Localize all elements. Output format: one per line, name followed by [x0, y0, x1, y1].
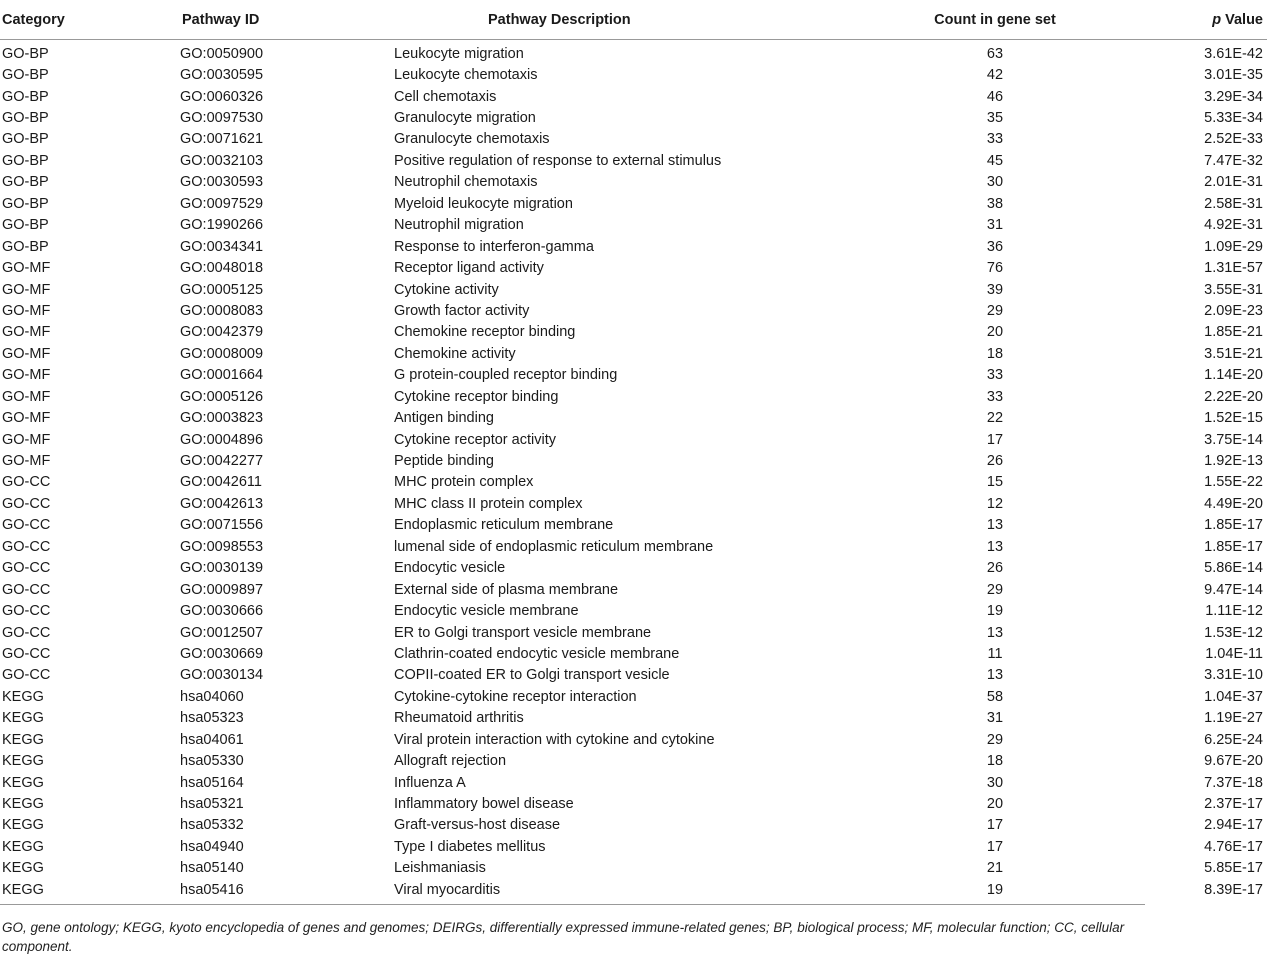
cell-pathway-id: GO:0042611 [180, 474, 262, 491]
cell-p-value: 2.22E-20 [1204, 388, 1263, 405]
cell-pathway-id: GO:0008083 [180, 302, 264, 319]
cell-pathway-id: GO:1990266 [180, 217, 264, 234]
cell-pathway-description: G protein-coupled receptor binding [394, 367, 618, 384]
cell-count: 30 [986, 774, 1004, 791]
cell-pathway-id: GO:0001664 [180, 367, 264, 384]
cell-count: 18 [986, 753, 1004, 770]
cell-p-value: 2.52E-33 [1204, 131, 1263, 148]
table-row [0, 450, 1267, 471]
cell-pathway-id: GO:0030666 [180, 603, 264, 620]
cell-pathway-description: Endoplasmic reticulum membrane [394, 517, 614, 534]
cell-pathway-description: Rheumatoid arthritis [394, 710, 524, 727]
table-row [0, 793, 1267, 814]
cell-category: GO-MF [2, 410, 51, 427]
table-row [0, 858, 1267, 879]
cell-p-value: 1.92E-13 [1204, 453, 1263, 470]
cell-p-value: 1.85E-17 [1204, 538, 1263, 555]
cell-p-value: 3.51E-21 [1204, 345, 1263, 362]
cell-pathway-description: COPII-coated ER to Golgi transport vesicle [394, 667, 670, 684]
cell-category: GO-CC [2, 495, 51, 512]
cell-p-value: 1.11E-12 [1205, 603, 1263, 620]
cell-p-value: 2.01E-31 [1204, 174, 1263, 191]
cell-pathway-id: hsa05323 [180, 710, 244, 727]
table-row [0, 729, 1267, 750]
cell-pathway-id: GO:0071621 [180, 131, 264, 148]
cell-pathway-description: Neutrophil migration [394, 217, 524, 234]
cell-p-value: 5.33E-34 [1204, 110, 1263, 127]
cell-count: 29 [986, 731, 1004, 748]
cell-pathway-id: GO:0034341 [180, 238, 264, 255]
cell-p-value: 9.67E-20 [1204, 753, 1263, 770]
cell-p-value: 7.37E-18 [1204, 774, 1263, 791]
cell-pathway-description: Cytokine receptor binding [394, 388, 559, 405]
cell-pathway-id: GO:0012507 [180, 624, 264, 641]
cell-category: GO-CC [2, 538, 51, 555]
table-row [0, 879, 1267, 903]
cell-category: GO-CC [2, 517, 51, 534]
cell-count: 42 [986, 67, 1004, 84]
cell-p-value: 5.85E-17 [1204, 860, 1263, 877]
cell-count: 36 [986, 238, 1004, 255]
cell-count: 31 [986, 217, 1004, 234]
cell-p-value: 7.47E-32 [1204, 152, 1263, 169]
table-row [0, 686, 1267, 707]
cell-count: 18 [986, 345, 1004, 362]
cell-pathway-description: Clathrin-coated endocytic vesicle membrane [394, 645, 680, 662]
table-row [0, 386, 1267, 407]
cell-p-value: 4.92E-31 [1204, 217, 1263, 234]
cell-p-value: 3.01E-35 [1204, 67, 1263, 84]
cell-pathway-description: Chemokine activity [394, 345, 516, 362]
cell-category: KEGG [2, 688, 44, 705]
cell-category: GO-BP [2, 238, 49, 255]
cell-category: GO-BP [2, 217, 49, 234]
table-row [0, 472, 1267, 493]
cell-category: KEGG [2, 860, 44, 877]
cell-p-value: 1.53E-12 [1204, 624, 1263, 641]
cell-p-value: 8.39E-17 [1204, 881, 1263, 898]
header-count: Count in gene set [855, 0, 1135, 40]
cell-pathway-id: GO:0030139 [180, 560, 264, 577]
cell-pathway-description: Antigen binding [394, 410, 494, 427]
cell-category: KEGG [2, 753, 44, 770]
table-row [0, 536, 1267, 557]
cell-pathway-id: hsa05332 [180, 817, 244, 834]
cell-pathway-id: hsa05140 [180, 860, 244, 877]
cell-pathway-description: Endocytic vesicle [394, 560, 506, 577]
cell-pathway-description: ER to Golgi transport vesicle membrane [394, 624, 652, 641]
cell-category: GO-CC [2, 603, 51, 620]
cell-pathway-id: GO:0071556 [180, 517, 264, 534]
header-pathway-description: Pathway Description [386, 0, 855, 40]
cell-count: 20 [986, 796, 1004, 813]
cell-category: GO-CC [2, 667, 51, 684]
cell-category: KEGG [2, 774, 44, 791]
cell-category: GO-BP [2, 110, 49, 127]
table-row [0, 365, 1267, 386]
table-row [0, 708, 1267, 729]
cell-pathway-id: GO:0042379 [180, 324, 264, 341]
cell-pathway-id: GO:0005126 [180, 388, 264, 405]
cell-category: KEGG [2, 731, 44, 748]
table-row [0, 322, 1267, 343]
cell-pathway-id: GO:0004896 [180, 431, 264, 448]
table-row [0, 515, 1267, 536]
cell-count: 63 [986, 45, 1004, 62]
cell-category: GO-CC [2, 560, 51, 577]
table-row [0, 429, 1267, 450]
cell-count: 15 [986, 474, 1004, 491]
cell-category: GO-BP [2, 131, 49, 148]
cell-count: 12 [986, 495, 1004, 512]
cell-pathway-description: Type I diabetes mellitus [394, 838, 546, 855]
table-row [0, 622, 1267, 643]
cell-count: 33 [986, 367, 1004, 384]
cell-p-value: 4.76E-17 [1204, 838, 1263, 855]
cell-category: GO-BP [2, 195, 49, 212]
cell-count: 29 [986, 302, 1004, 319]
table-row [0, 815, 1267, 836]
cell-count: 13 [986, 517, 1004, 534]
cell-count: 58 [986, 688, 1004, 705]
cell-count: 33 [986, 388, 1004, 405]
table-row [0, 236, 1267, 257]
table-row [0, 836, 1267, 857]
cell-p-value: 3.75E-14 [1204, 431, 1263, 448]
header-p-italic: p [1212, 11, 1222, 28]
cell-pathway-description: Chemokine receptor binding [394, 324, 576, 341]
table-row [0, 64, 1267, 85]
cell-category: KEGG [2, 817, 44, 834]
cell-count: 26 [986, 453, 1004, 470]
cell-pathway-description: Endocytic vesicle membrane [394, 603, 579, 620]
cell-p-value: 1.85E-17 [1204, 517, 1263, 534]
table-row [0, 257, 1267, 278]
cell-count: 13 [986, 538, 1004, 555]
cell-pathway-description: Influenza A [394, 774, 466, 791]
cell-pathway-description: Cytokine receptor activity [394, 431, 556, 448]
cell-pathway-id: GO:0003823 [180, 410, 264, 427]
cell-category: GO-MF [2, 431, 51, 448]
cell-p-value: 1.31E-57 [1204, 260, 1263, 277]
cell-pathway-id: GO:0097529 [180, 195, 264, 212]
table-row [0, 600, 1267, 621]
cell-category: GO-BP [2, 174, 49, 191]
cell-pathway-description: MHC protein complex [394, 474, 534, 491]
table-row [0, 643, 1267, 664]
cell-count: 45 [986, 152, 1004, 169]
table-header [0, 0, 1267, 40]
cell-pathway-description: External side of plasma membrane [394, 581, 619, 598]
cell-count: 39 [986, 281, 1004, 298]
cell-count: 35 [986, 110, 1004, 127]
table-row [0, 493, 1267, 514]
table-row [0, 407, 1267, 428]
cell-category: KEGG [2, 881, 44, 898]
cell-p-value: 6.25E-24 [1204, 731, 1263, 748]
cell-pathway-id: hsa04940 [180, 838, 244, 855]
table-row [0, 40, 1267, 65]
cell-pathway-id: GO:0032103 [180, 152, 264, 169]
cell-category: GO-BP [2, 152, 49, 169]
table-row [0, 279, 1267, 300]
cell-pathway-id: GO:0009897 [180, 581, 264, 598]
cell-pathway-id: GO:0050900 [180, 45, 264, 62]
table-row [0, 215, 1267, 236]
table-footnote: GO, gene ontology; KEGG, kyoto encyclopedia of genes and genomes; DEIRGs, differentially expressed immune-related genes; BP, biological process; MF, molecular function; CC, cellular component. [2, 920, 1125, 954]
cell-count: 26 [986, 560, 1004, 577]
table-row [0, 150, 1267, 171]
cell-pathway-description: Inflammatory bowel disease [394, 796, 574, 813]
cell-count: 21 [986, 860, 1004, 877]
cell-p-value: 1.55E-22 [1204, 474, 1263, 491]
cell-p-value: 2.58E-31 [1204, 195, 1263, 212]
cell-count: 38 [986, 195, 1004, 212]
cell-count: 11 [987, 645, 1003, 662]
cell-pathway-id: GO:0008009 [180, 345, 264, 362]
cell-count: 20 [986, 324, 1004, 341]
cell-p-value: 2.94E-17 [1204, 817, 1263, 834]
cell-category: GO-BP [2, 67, 49, 84]
cell-pathway-description: Response to interferon-gamma [394, 238, 594, 255]
cell-pathway-description: Neutrophil chemotaxis [394, 174, 538, 191]
cell-pathway-description: Graft-versus-host disease [394, 817, 561, 834]
cell-category: GO-CC [2, 645, 51, 662]
cell-p-value: 3.31E-10 [1204, 667, 1263, 684]
cell-pathway-description: Viral myocarditis [394, 881, 501, 898]
cell-p-value: 3.61E-42 [1204, 45, 1263, 62]
cell-category: GO-CC [2, 474, 51, 491]
cell-pathway-description: Leishmaniasis [394, 860, 486, 877]
cell-p-value: 1.85E-21 [1204, 324, 1263, 341]
cell-pathway-id: hsa05330 [180, 753, 244, 770]
cell-pathway-description: lumenal side of endoplasmic reticulum membrane [394, 538, 714, 555]
table-row [0, 772, 1267, 793]
cell-pathway-id: GO:0060326 [180, 88, 264, 105]
header-p-value [1135, 0, 1267, 40]
cell-count: 17 [986, 817, 1004, 834]
table-row [0, 107, 1267, 128]
table-row [0, 579, 1267, 600]
cell-pathway-description: Granulocyte chemotaxis [394, 131, 550, 148]
cell-pathway-id: GO:0097530 [180, 110, 264, 127]
cell-p-value: 9.47E-14 [1204, 581, 1263, 598]
cell-p-value: 4.49E-20 [1204, 495, 1263, 512]
table-row [0, 665, 1267, 686]
cell-pathway-description: Myeloid leukocyte migration [394, 195, 573, 212]
cell-count: 17 [986, 431, 1004, 448]
cell-pathway-description: Positive regulation of response to external stimulus [394, 152, 722, 169]
cell-count: 13 [986, 624, 1004, 641]
cell-p-value: 3.29E-34 [1204, 88, 1263, 105]
cell-category: GO-BP [2, 45, 49, 62]
cell-count: 19 [986, 881, 1004, 898]
cell-pathway-description: Viral protein interaction with cytokine and cytokine [394, 731, 715, 748]
cell-p-value: 2.37E-17 [1204, 796, 1263, 813]
header-pathway-id: Pathway ID [168, 0, 386, 40]
cell-category: GO-MF [2, 302, 51, 319]
cell-pathway-id: GO:0030134 [180, 667, 264, 684]
cell-count: 46 [986, 88, 1004, 105]
cell-pathway-id: hsa04061 [180, 731, 244, 748]
cell-count: 31 [986, 710, 1004, 727]
table-row [0, 193, 1267, 214]
cell-p-value: 1.04E-37 [1204, 688, 1263, 705]
cell-pathway-id: GO:0042277 [180, 453, 264, 470]
cell-p-value: 1.14E-20 [1204, 367, 1263, 384]
cell-p-value: 1.19E-27 [1204, 710, 1263, 727]
cell-pathway-description: Cytokine-cytokine receptor interaction [394, 688, 637, 705]
cell-category: KEGG [2, 796, 44, 813]
cell-p-value: 3.55E-31 [1204, 281, 1263, 298]
cell-category: GO-MF [2, 388, 51, 405]
cell-count: 19 [986, 603, 1004, 620]
table-row [0, 343, 1267, 364]
table-row [0, 558, 1267, 579]
cell-pathway-id: hsa05321 [180, 796, 244, 813]
cell-pathway-id: GO:0030669 [180, 645, 264, 662]
cell-pathway-description: Leukocyte chemotaxis [394, 67, 538, 84]
cell-pathway-id: GO:0042613 [180, 495, 264, 512]
cell-category: GO-MF [2, 260, 51, 277]
header-category: Category [0, 0, 168, 40]
table-row [0, 750, 1267, 771]
cell-count: 33 [986, 131, 1004, 148]
cell-p-value: 1.04E-11 [1205, 645, 1263, 662]
cell-category: GO-BP [2, 88, 49, 105]
table-row [0, 129, 1267, 150]
table-bottom-rule [0, 904, 1145, 905]
cell-pathway-id: hsa05164 [180, 774, 244, 791]
cell-category: GO-CC [2, 624, 51, 641]
cell-p-value: 1.52E-15 [1204, 410, 1263, 427]
cell-count: 22 [986, 410, 1004, 427]
cell-category: GO-MF [2, 367, 51, 384]
cell-pathway-description: Cell chemotaxis [394, 88, 497, 105]
cell-category: KEGG [2, 710, 44, 727]
cell-pathway-description: Allograft rejection [394, 753, 507, 770]
cell-count: 30 [986, 174, 1004, 191]
cell-pathway-description: MHC class II protein complex [394, 495, 583, 512]
header-p-rest: Value [1221, 11, 1263, 28]
cell-category: KEGG [2, 838, 44, 855]
table-row [0, 300, 1267, 321]
cell-category: GO-CC [2, 581, 51, 598]
cell-count: 13 [986, 667, 1004, 684]
table-row [0, 172, 1267, 193]
cell-pathway-description: Leukocyte migration [394, 45, 524, 62]
cell-pathway-id: GO:0048018 [180, 260, 264, 277]
cell-pathway-id: GO:0030593 [180, 174, 264, 191]
cell-pathway-id: hsa05416 [180, 881, 244, 898]
cell-pathway-id: GO:0005125 [180, 281, 264, 298]
cell-category: GO-MF [2, 281, 51, 298]
cell-category: GO-MF [2, 345, 51, 362]
cell-pathway-id: GO:0030595 [180, 67, 264, 84]
cell-pathway-description: Growth factor activity [394, 302, 530, 319]
cell-category: GO-MF [2, 324, 51, 341]
cell-pathway-id: hsa04060 [180, 688, 244, 705]
cell-p-value: 2.09E-23 [1204, 302, 1263, 319]
cell-p-value: 1.09E-29 [1204, 238, 1263, 255]
table-row [0, 86, 1267, 107]
cell-pathway-description: Granulocyte migration [394, 110, 536, 127]
cell-p-value: 5.86E-14 [1204, 560, 1263, 577]
cell-pathway-description: Cytokine activity [394, 281, 499, 298]
cell-count: 17 [986, 838, 1004, 855]
cell-pathway-id: GO:0098553 [180, 538, 264, 555]
table-body [0, 40, 1267, 904]
cell-count: 29 [986, 581, 1004, 598]
cell-pathway-description: Receptor ligand activity [394, 260, 544, 277]
cell-count: 76 [986, 260, 1004, 277]
cell-category: GO-MF [2, 453, 51, 470]
cell-pathway-description: Peptide binding [394, 453, 494, 470]
header-row [0, 0, 1267, 40]
